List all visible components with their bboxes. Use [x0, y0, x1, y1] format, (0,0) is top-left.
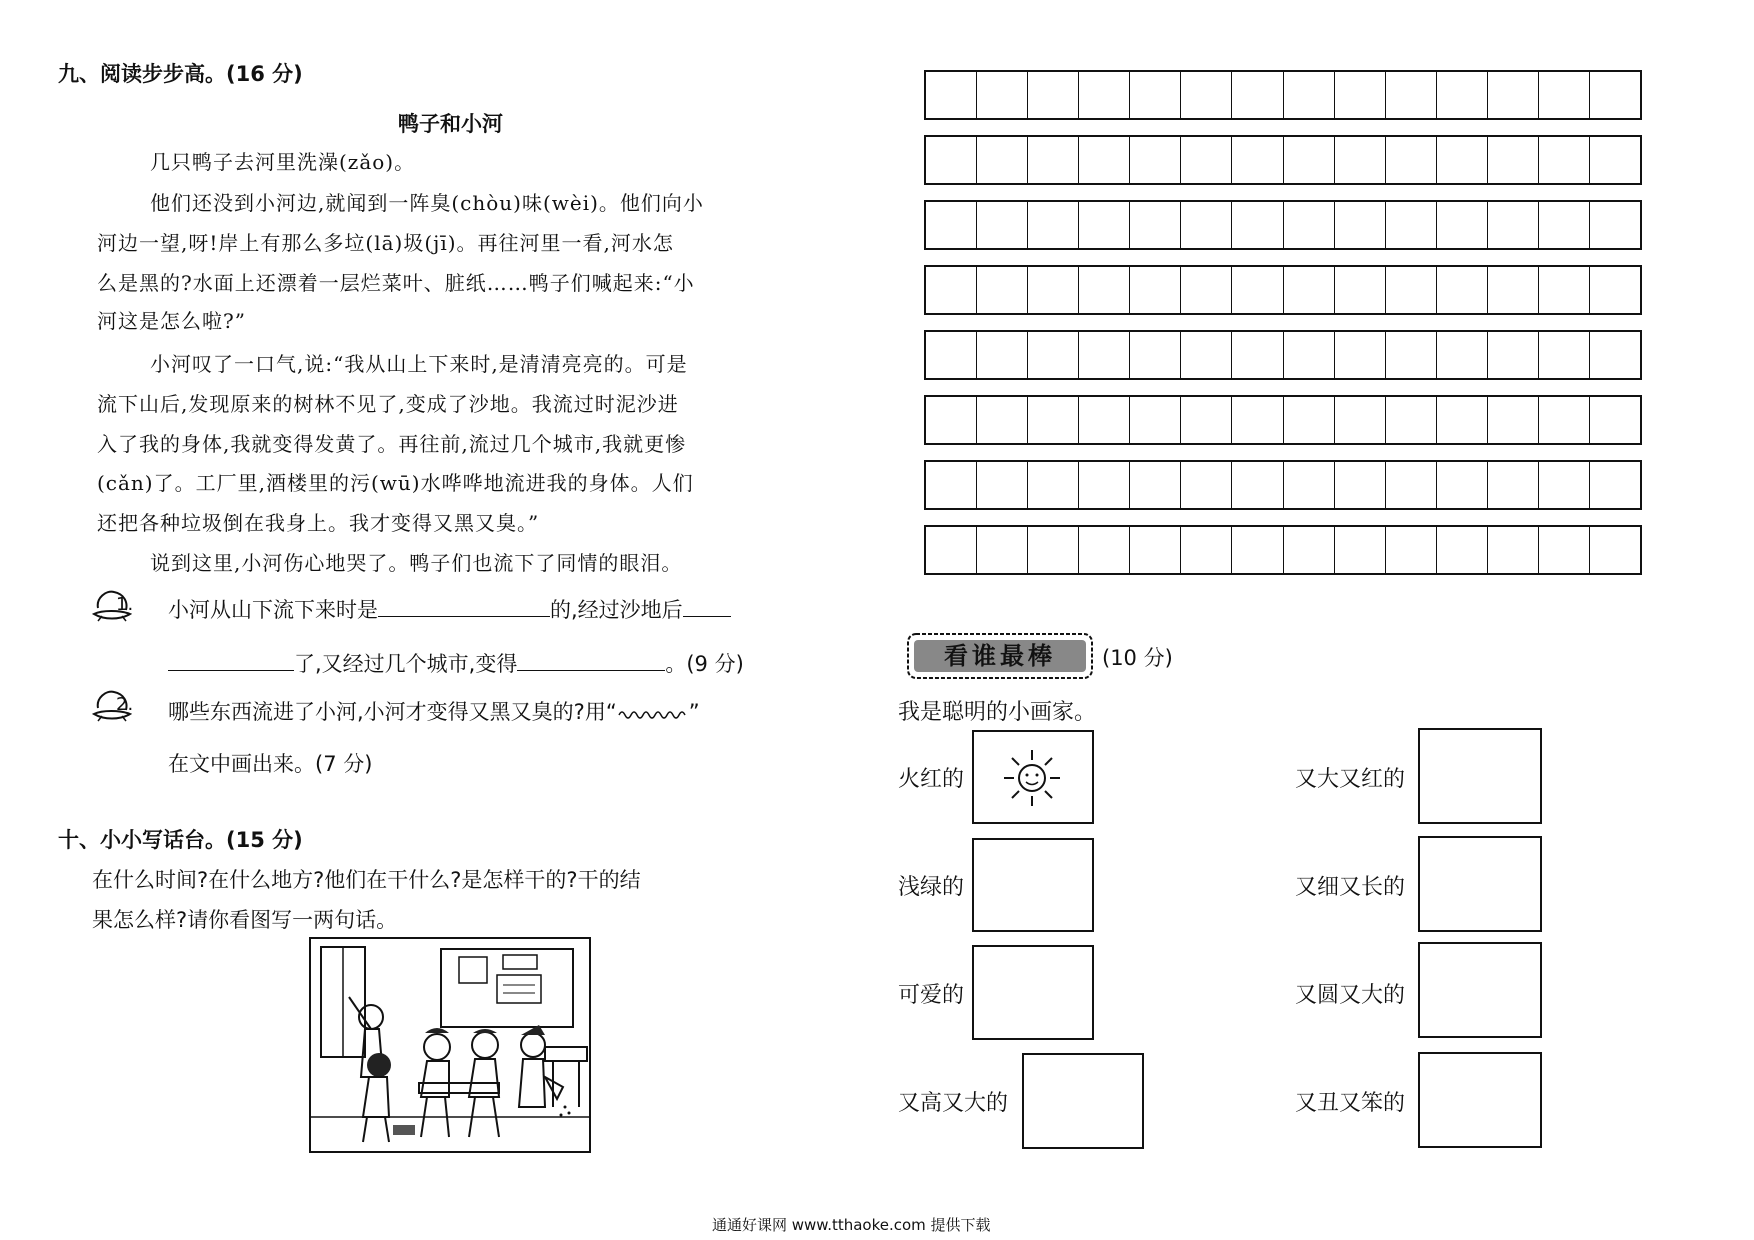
- grid-cell[interactable]: [1130, 137, 1181, 183]
- grid-cell[interactable]: [1181, 137, 1232, 183]
- grid-cell[interactable]: [1590, 267, 1640, 313]
- grid-cell[interactable]: [1488, 202, 1539, 248]
- q1-blank-2a[interactable]: [683, 598, 731, 617]
- story-line-10: 还把各种垃圾倒在我身上。我才变得又黑又臭。”: [97, 511, 540, 535]
- draw-label-6: 又细又长的: [1295, 875, 1406, 900]
- grid-cell[interactable]: [1079, 397, 1130, 443]
- grid-row: [924, 70, 1642, 120]
- grid-row: [924, 395, 1642, 445]
- story-line-6: 小河叹了一口气,说:“我从山上下来时,是清清亮亮的。可是: [150, 352, 688, 376]
- grid-cell[interactable]: [1181, 462, 1232, 508]
- draw-box-1[interactable]: [972, 730, 1094, 824]
- grid-cell[interactable]: [1386, 527, 1437, 573]
- section-9-title: 九、阅读步步高。(16 分): [58, 62, 303, 86]
- draw-box-3[interactable]: [972, 945, 1094, 1040]
- grid-cell[interactable]: [1079, 137, 1130, 183]
- grid-cell[interactable]: [1232, 72, 1283, 118]
- grid-cell[interactable]: [1386, 72, 1437, 118]
- grid-cell[interactable]: [1335, 462, 1386, 508]
- grid-row: [924, 330, 1642, 380]
- grid-row: [924, 135, 1642, 185]
- grid-cell[interactable]: [1284, 527, 1335, 573]
- draw-label-4: 又高又大的: [898, 1091, 1009, 1116]
- grid-cell[interactable]: [1335, 267, 1386, 313]
- grid-cell[interactable]: [1488, 72, 1539, 118]
- grid-cell[interactable]: [977, 137, 1028, 183]
- grid-cell[interactable]: [1335, 202, 1386, 248]
- draw-box-2[interactable]: [972, 838, 1094, 932]
- section-draw-intro: 我是聪明的小画家。: [898, 700, 1097, 725]
- grid-cell[interactable]: [1437, 72, 1488, 118]
- grid-cell[interactable]: [1079, 527, 1130, 573]
- grid-cell[interactable]: [1488, 267, 1539, 313]
- grid-cell[interactable]: [1284, 332, 1335, 378]
- grid-cell[interactable]: [1386, 332, 1437, 378]
- grid-cell[interactable]: [1386, 397, 1437, 443]
- grid-cell[interactable]: [1079, 332, 1130, 378]
- question-2-number: 2.: [116, 694, 134, 715]
- grid-cell[interactable]: [1181, 267, 1232, 313]
- grid-cell[interactable]: [1335, 137, 1386, 183]
- grid-cell[interactable]: [977, 72, 1028, 118]
- grid-cell[interactable]: [1130, 527, 1181, 573]
- story-line-7: 流下山后,发现原来的树林不见了,变成了沙地。我流过时泥沙进: [97, 392, 679, 416]
- grid-row: [924, 200, 1642, 250]
- story-line-5: 河这是怎么啦?”: [97, 309, 246, 333]
- story-line-9: (cǎn)了。工厂里,酒楼里的污(wū)水哗哗地流进我的身体。人们: [97, 471, 694, 495]
- grid-cell[interactable]: [1437, 527, 1488, 573]
- writing-grid[interactable]: [924, 70, 1642, 575]
- section-draw-points: (10 分): [1102, 646, 1173, 670]
- grid-row: [924, 265, 1642, 315]
- grid-cell[interactable]: [1539, 267, 1590, 313]
- grid-cell[interactable]: [1590, 527, 1640, 573]
- story-line-8: 入了我的身体,我就变得发黄了。再往前,流过几个城市,我就更惨: [97, 432, 687, 456]
- grid-cell[interactable]: [1539, 137, 1590, 183]
- grid-cell[interactable]: [1028, 332, 1079, 378]
- grid-cell[interactable]: [1335, 332, 1386, 378]
- grid-cell[interactable]: [1079, 267, 1130, 313]
- sun-icon: [1000, 746, 1064, 810]
- grid-cell[interactable]: [1386, 462, 1437, 508]
- grid-cell[interactable]: [1284, 397, 1335, 443]
- grid-cell[interactable]: [1028, 72, 1079, 118]
- grid-cell[interactable]: [1028, 527, 1079, 573]
- grid-cell[interactable]: [1181, 397, 1232, 443]
- grid-row: [924, 460, 1642, 510]
- classroom-cleaning-illustration: [309, 937, 591, 1153]
- grid-cell[interactable]: [1181, 72, 1232, 118]
- grid-cell[interactable]: [1232, 527, 1283, 573]
- grid-cell[interactable]: [1284, 202, 1335, 248]
- grid-cell[interactable]: [1488, 332, 1539, 378]
- grid-cell[interactable]: [1539, 332, 1590, 378]
- grid-cell[interactable]: [1232, 267, 1283, 313]
- q1-text-b: 的,经过沙地后: [550, 598, 683, 622]
- grid-cell[interactable]: [1590, 332, 1640, 378]
- grid-cell[interactable]: [1539, 202, 1590, 248]
- draw-label-5: 又大又红的: [1295, 767, 1406, 792]
- grid-cell[interactable]: [1488, 462, 1539, 508]
- grid-cell[interactable]: [1028, 202, 1079, 248]
- grid-cell[interactable]: [1590, 137, 1640, 183]
- grid-cell[interactable]: [1386, 202, 1437, 248]
- draw-box-8[interactable]: [1418, 1052, 1542, 1148]
- grid-cell[interactable]: [1130, 397, 1181, 443]
- grid-cell[interactable]: [1590, 202, 1640, 248]
- grid-cell[interactable]: [1335, 397, 1386, 443]
- draw-label-3: 可爱的: [898, 983, 965, 1008]
- grid-cell[interactable]: [977, 202, 1028, 248]
- grid-cell[interactable]: [1437, 137, 1488, 183]
- q1-text-c: 了,又经过几个城市,变得: [294, 652, 518, 676]
- grid-cell[interactable]: [977, 332, 1028, 378]
- draw-box-5[interactable]: [1418, 728, 1542, 824]
- footer-source: 通通好课网 www.tthaoke.com 提供下载: [712, 1216, 991, 1234]
- question-1-line-2: [168, 648, 744, 678]
- grid-cell[interactable]: [1181, 202, 1232, 248]
- grid-cell[interactable]: [926, 137, 977, 183]
- q1-blank-2b[interactable]: [168, 652, 294, 671]
- draw-label-7: 又圆又大的: [1295, 983, 1406, 1008]
- grid-cell[interactable]: [1437, 397, 1488, 443]
- grid-cell[interactable]: [926, 527, 977, 573]
- grid-cell[interactable]: [926, 202, 977, 248]
- story-line-4: 么是黑的?水面上还漂着一层烂菜叶、脏纸……鸭子们喊起来:“小: [97, 271, 695, 295]
- draw-label-2: 浅绿的: [898, 875, 965, 900]
- grid-cell[interactable]: [1590, 72, 1640, 118]
- grid-cell[interactable]: [1079, 72, 1130, 118]
- story-line-1: 几只鸭子去河里洗澡(zǎo)。: [150, 150, 416, 174]
- grid-cell[interactable]: [1437, 202, 1488, 248]
- grid-cell[interactable]: [1028, 267, 1079, 313]
- grid-cell[interactable]: [1284, 72, 1335, 118]
- grid-cell[interactable]: [926, 332, 977, 378]
- grid-cell[interactable]: [1284, 137, 1335, 183]
- grid-cell[interactable]: [926, 267, 977, 313]
- kanshui-zuibang-badge-text: 看谁最棒: [944, 642, 1056, 670]
- grid-cell[interactable]: [1028, 462, 1079, 508]
- grid-cell[interactable]: [1437, 267, 1488, 313]
- grid-cell[interactable]: [1181, 332, 1232, 378]
- draw-label-1: 火红的: [898, 767, 965, 792]
- grid-cell[interactable]: [1028, 137, 1079, 183]
- grid-cell[interactable]: [1130, 332, 1181, 378]
- q1-blank-1[interactable]: [378, 598, 550, 617]
- grid-cell[interactable]: [926, 462, 977, 508]
- question-2-line-1: [168, 696, 700, 726]
- section-10-prompt-line-1: 在什么时间?在什么地方?他们在干什么?是怎样干的?干的结: [92, 868, 641, 892]
- grid-cell[interactable]: [1539, 72, 1590, 118]
- grid-cell[interactable]: [1181, 527, 1232, 573]
- grid-row: [924, 525, 1642, 575]
- section-10-title: 十、小小写话台。(15 分): [58, 828, 303, 852]
- grid-cell[interactable]: [1232, 332, 1283, 378]
- grid-cell[interactable]: [1130, 202, 1181, 248]
- story-title: 鸭子和小河: [398, 112, 503, 136]
- grid-cell[interactable]: [1284, 267, 1335, 313]
- q1-text-a: 小河从山下流下来时是: [168, 598, 378, 622]
- draw-box-6[interactable]: [1418, 836, 1542, 932]
- grid-cell[interactable]: [926, 72, 977, 118]
- q2-text-a: 哪些东西流进了小河,小河才变得又黑又臭的?用“: [168, 700, 617, 724]
- grid-cell[interactable]: [1335, 72, 1386, 118]
- grid-cell[interactable]: [1232, 137, 1283, 183]
- grid-cell[interactable]: [1232, 202, 1283, 248]
- grid-cell[interactable]: [1386, 267, 1437, 313]
- grid-cell[interactable]: [1130, 72, 1181, 118]
- grid-cell[interactable]: [1079, 462, 1130, 508]
- grid-cell[interactable]: [1437, 462, 1488, 508]
- grid-cell[interactable]: [1284, 462, 1335, 508]
- q1-text-d: 。(9 分): [665, 652, 744, 676]
- grid-cell[interactable]: [1386, 137, 1437, 183]
- q1-blank-3[interactable]: [517, 652, 665, 671]
- grid-cell[interactable]: [1437, 332, 1488, 378]
- q2-text-b: ”: [688, 700, 700, 724]
- grid-cell[interactable]: [1488, 137, 1539, 183]
- grid-cell[interactable]: [1335, 527, 1386, 573]
- grid-cell[interactable]: [977, 527, 1028, 573]
- grid-cell[interactable]: [1488, 397, 1539, 443]
- story-line-2: 他们还没到小河边,就闻到一阵臭(chòu)味(wèi)。他们向小: [150, 191, 704, 215]
- grid-cell[interactable]: [1590, 397, 1640, 443]
- grid-cell[interactable]: [1539, 397, 1590, 443]
- story-line-3: 河边一望,呀!岸上有那么多垃(lā)圾(jī)。再往河里一看,河水怎: [97, 231, 674, 255]
- question-1-number: 1.: [116, 594, 134, 615]
- grid-cell[interactable]: [1590, 462, 1640, 508]
- grid-cell[interactable]: [1539, 527, 1590, 573]
- wavy-underline-icon: [617, 707, 689, 719]
- grid-cell[interactable]: [1130, 267, 1181, 313]
- grid-cell[interactable]: [1028, 397, 1079, 443]
- question-2-line-2: 在文中画出来。(7 分): [168, 752, 373, 776]
- draw-label-8: 又丑又笨的: [1295, 1091, 1406, 1116]
- question-1-line-1: [168, 594, 731, 624]
- draw-box-4[interactable]: [1022, 1053, 1144, 1149]
- grid-cell[interactable]: [977, 267, 1028, 313]
- grid-cell[interactable]: [926, 397, 977, 443]
- grid-cell[interactable]: [1232, 462, 1283, 508]
- story-line-11: 说到这里,小河伤心地哭了。鸭子们也流下了同情的眼泪。: [150, 551, 683, 575]
- grid-cell[interactable]: [977, 462, 1028, 508]
- grid-cell[interactable]: [1488, 527, 1539, 573]
- section-10-prompt-line-2: 果怎么样?请你看图写一两句话。: [92, 908, 398, 932]
- grid-cell[interactable]: [977, 397, 1028, 443]
- grid-cell[interactable]: [1130, 462, 1181, 508]
- grid-cell[interactable]: [1079, 202, 1130, 248]
- grid-cell[interactable]: [1539, 462, 1590, 508]
- draw-box-7[interactable]: [1418, 942, 1542, 1038]
- grid-cell[interactable]: [1232, 397, 1283, 443]
